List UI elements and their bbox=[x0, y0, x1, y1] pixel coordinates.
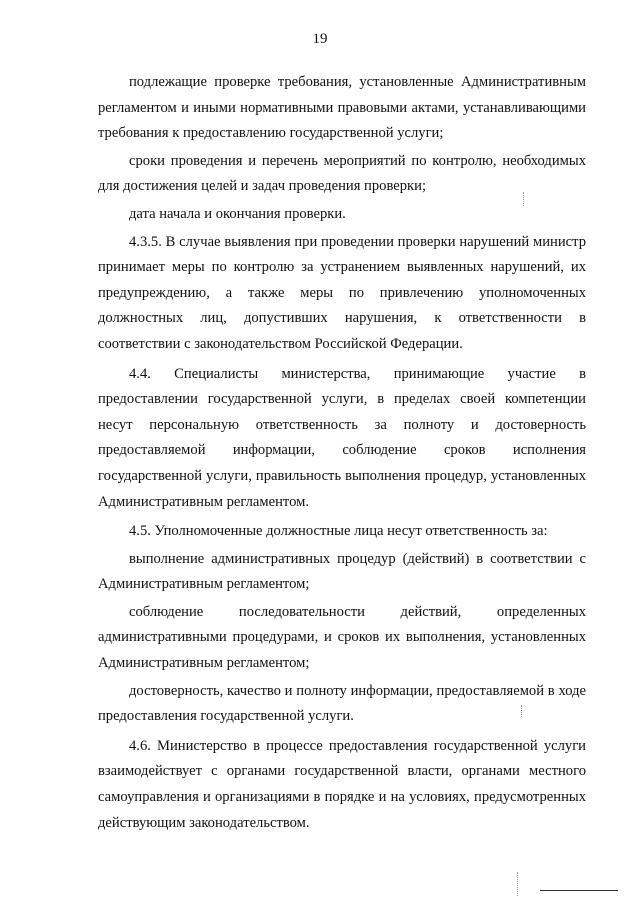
paragraph-4-3-5: 4.3.5. В случае выявления при проведении проверки нарушений министр принимает меры по контролю за устранением выявленных нарушений, их предупреждению, а также меры по привлечению уполномоченных должностных лиц, допустивших нарушения, к ответственности в соответствии с законодательством Российской Федерации. bbox=[98, 233, 586, 352]
paragraph-inspection-terms: сроки проведения и перечень мероприятий по контролю, необходимых для достижения целей и задач проведения проверки; bbox=[98, 152, 586, 195]
scan-artifact-mark bbox=[521, 705, 522, 717]
scan-artifact-line bbox=[540, 890, 618, 891]
paragraph-4-6: 4.6. Министерство в процессе предоставления государственной услуги взаимодействует с органами государственной власти, органами местного самоуправления и организациями в порядке и на условиях, предусмотренных действующим законодательством. bbox=[98, 737, 586, 831]
paragraph-4-5-sequence: соблюдение последовательности действий, определенных административными процедурами, и сроков их выполнения, установленных Административным регламентом; bbox=[98, 603, 586, 672]
paragraph-4-5-information: достоверность, качество и полноту информации, предоставляемой в ходе предоставления государственной услуги. bbox=[98, 682, 586, 725]
paragraph-4-4: 4.4. Специалисты министерства, принимающие участие в предоставлении государственной услуги, в пределах своей компетенции несут персональную ответственность за полноту и достоверность предоставляемой информации, соблюдение сроков исполнения государственной услуги, правильность выполнения процедур, установленных Административным регламентом. bbox=[98, 365, 586, 510]
document-body bbox=[98, 70, 586, 836]
paragraph-inspection-requirements: подлежащие проверке требования, установленные Административным регламентом и иными нормативными правовыми актами, устанавливающими требования к предоставлению государственной услуги; bbox=[98, 74, 586, 142]
paragraph-4-5: 4.5. Уполномоченные должностные лица несут ответственность за: bbox=[129, 523, 548, 540]
scan-artifact-mark bbox=[517, 872, 518, 896]
page-number: 19 bbox=[312, 31, 328, 47]
paragraph-4-5-procedures: выполнение административных процедур (действий) в соответствии с Административным регламентом; bbox=[98, 550, 586, 593]
paragraph-inspection-dates: дата начала и окончания проверки. bbox=[129, 205, 346, 222]
scan-artifact-mark bbox=[523, 192, 524, 206]
